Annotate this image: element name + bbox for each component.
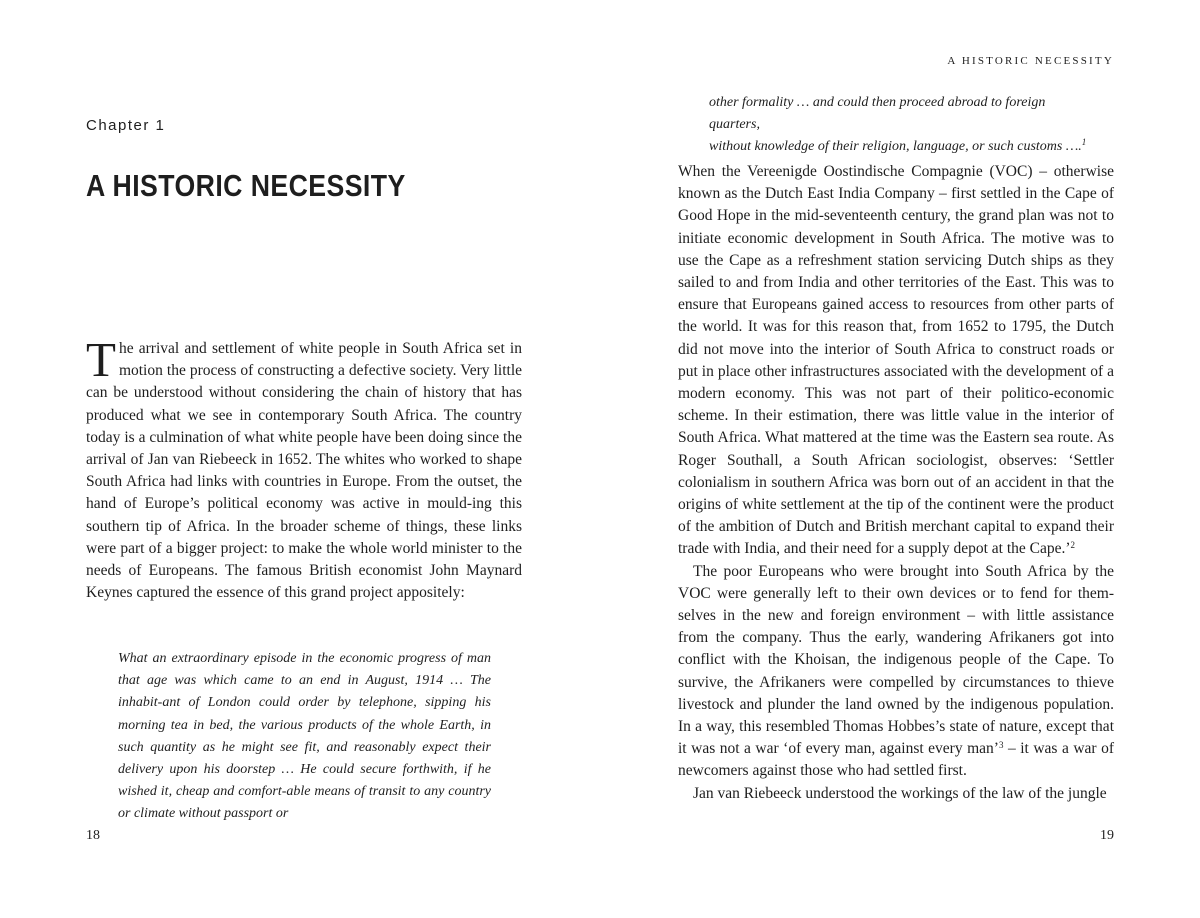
chapter-label: Chapter 1 [86, 117, 166, 134]
paragraph-poor-europeans-text-b: – it was a war of newcomers against those who had settled first. [678, 740, 1114, 780]
paragraph-poor-europeans [678, 561, 1114, 783]
opening-paragraph [86, 332, 522, 604]
paragraph-voc [678, 161, 1114, 561]
footnote-ref-3: 3 [998, 740, 1004, 751]
page-number-right: 19 [1100, 828, 1114, 843]
quote-continuation [709, 92, 1089, 159]
paragraph-van-riebeeck: Jan van Riebeeck understood the workings of the law of the jungle [693, 784, 1107, 802]
right-page [600, 0, 1200, 918]
right-body-text [678, 161, 1114, 805]
quote-line-2-text: without knowledge of their religion, language, or such customs …. [709, 139, 1082, 155]
opening-paragraph-body: he arrival and settlement of white people in South Africa set in motion the process of constructing a defective society. Very little can be understood without considering the chain of history that has produced what we see in contemporary South Africa. The country today is a culmination of what white people have been doing since the arrival of Jan van Riebeeck in 1652. The whites who worked to shape South Africa had links with countries in Europe. From the outset, the hand of Europe’s political economy was active in mould-ing this southern tip of Africa. In the broader scheme of things, these links were part of a bigger project: to make the whole world minister to the needs of Europeans. The famous British economist John Maynard Keynes captured the essence of this grand project appositely: [86, 340, 522, 602]
paragraph-poor-europeans-text-a: The poor Europeans who were brought into South Africa by the VOC were generally left to their own devices or to fend for them-selves in the new and foreign environment – with little assistance from the company. Thus the early, wandering Afrikaners got into conflict with the Khoisan, the indigenous people of the Cape. To survive, the Afrikaners were compelled by circumstances to thieve livestock and plunder the land owned by the indigenous population. In a way, this resembled Thomas Hobbes’s state of nature, except that it was not a war ‘of every man, against every man’ [678, 562, 1114, 758]
footnote-ref-1: 1 [1081, 137, 1087, 148]
quote-line-2 [709, 136, 1089, 158]
page-number-left: 18 [86, 828, 100, 843]
paragraph-voc-text: When the Vereenigde Oostindische Compagnie (VOC) – otherwise known as the Dutch East India Company – first settled in the Cape of Good Hope in the mid-seventeenth century, the grand plan was not to initiate economic development in South Africa. The motive was to use the Cape as a refreshment station servicing Dutch ships as they sailed to and from India and other territories of the East. This was to ensure that Europeans gained access to resources from other parts of the world. It was for this reason that, from 1652 to 1795, the Dutch did not move into the interior of South Africa to construct roads or put in place other infrastructures associated with the development of a modern economy. This was not part of their politico-economic scheme. In their estimation, there was little value in the interior of South Africa. What mattered at the time was the Eastern sea route. As Roger Southall, a South African sociologist, observes: ‘Settler colonialism in southern Africa was born out of an accident in that the origins of white settlement at the tip of the continent were the product of the ambition of Dutch and British merchant capital to expand their trade with India, and their need for a supply depot at the Cape.’ [678, 163, 1114, 558]
footnote-ref-2: 2 [1070, 540, 1076, 551]
drop-cap: T [86, 332, 116, 387]
opening-paragraph-text [86, 332, 522, 604]
keynes-quote-text: What an extraordinary episode in the economic progress of man that age was which came to an end in August, 1914 … The inhabit-ant of London could order by telephone, sipping his morning tea in bed, the various products of the whole Earth, in such quantity as he might see fit, and reasonably expect their delivery upon his doorstep … He could secure forthwith, if he wished it, cheap and comfort-able means of transit to any country or climate without passport or [118, 651, 491, 822]
keynes-quote [118, 648, 491, 826]
chapter-title: A HISTORIC NECESSITY [86, 168, 406, 203]
quote-line-1: other formality … and could then proceed abroad to foreign quarters, [709, 95, 1046, 133]
running-head: A HISTORIC NECESSITY [947, 55, 1114, 67]
